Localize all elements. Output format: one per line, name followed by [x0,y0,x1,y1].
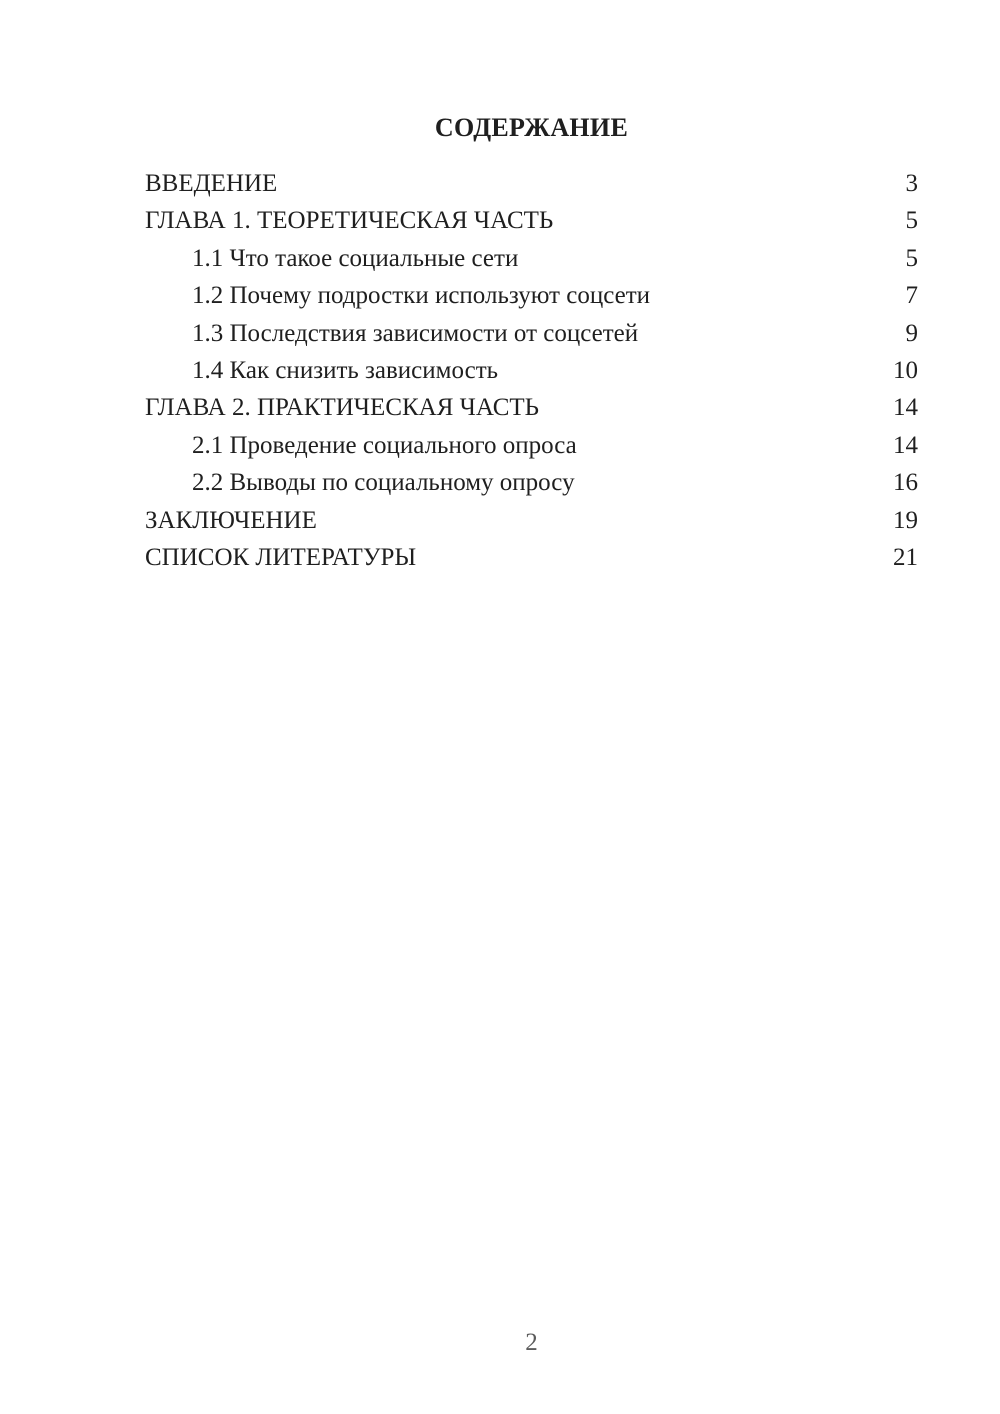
toc-entry-label: ГЛАВА 2. ПРАКТИЧЕСКАЯ ЧАСТЬ [145,394,540,422]
toc-entry-label: 2.2 Выводы по социальному опросу [192,469,575,497]
toc-entry-page-number: 10 [893,356,918,384]
toc-entry [145,464,918,501]
toc-entry-label: 1.2 Почему подростки используют соцсети [192,282,650,310]
toc-entry-label: ГЛАВА 1. ТЕОРЕТИЧЕСКАЯ ЧАСТЬ [145,207,554,235]
toc-entry-label: ВВЕДЕНИЕ [145,170,278,197]
toc-entry-label: 2.1 Проведение социального опроса [192,431,577,459]
toc-entry [145,315,918,352]
toc-entry-page-number: 9 [905,319,918,347]
toc-entry [145,389,918,426]
toc-entry-label: 1.1 Что такое социальные сети [192,244,519,272]
toc-entry [145,502,918,539]
toc-entry-page-number: 14 [893,394,918,422]
toc-entry-label: 1.3 Последствия зависимости от соцсетей [192,319,639,347]
toc-entry-label: СПИСОК ЛИТЕРАТУРЫ [145,543,417,571]
toc-entry-page-number: 3 [905,170,918,197]
toc-entry-label: ЗАКЛЮЧЕНИЕ [145,506,317,534]
toc-entry-page-number: 16 [893,469,918,497]
toc-entry [145,277,918,314]
toc-entry-page-number: 7 [905,282,918,310]
toc-entry-page-number: 5 [905,244,918,272]
toc-entry-page-number: 5 [905,207,918,235]
toc-entry-page-number: 21 [893,543,918,571]
toc-entry [145,427,918,464]
page-number: 2 [525,1329,538,1356]
toc-entry [145,539,918,576]
toc-title: СОДЕРЖАНИЕ [434,113,629,143]
toc-entry [145,352,918,389]
toc-entry [145,240,918,277]
toc-entry-page-number: 19 [893,506,918,534]
toc-entry [145,202,918,239]
toc-list [145,165,918,576]
toc-entry-label: 1.4 Как снизить зависимость [192,356,499,384]
toc-entry [145,165,918,202]
toc-entry-page-number: 14 [893,431,918,459]
